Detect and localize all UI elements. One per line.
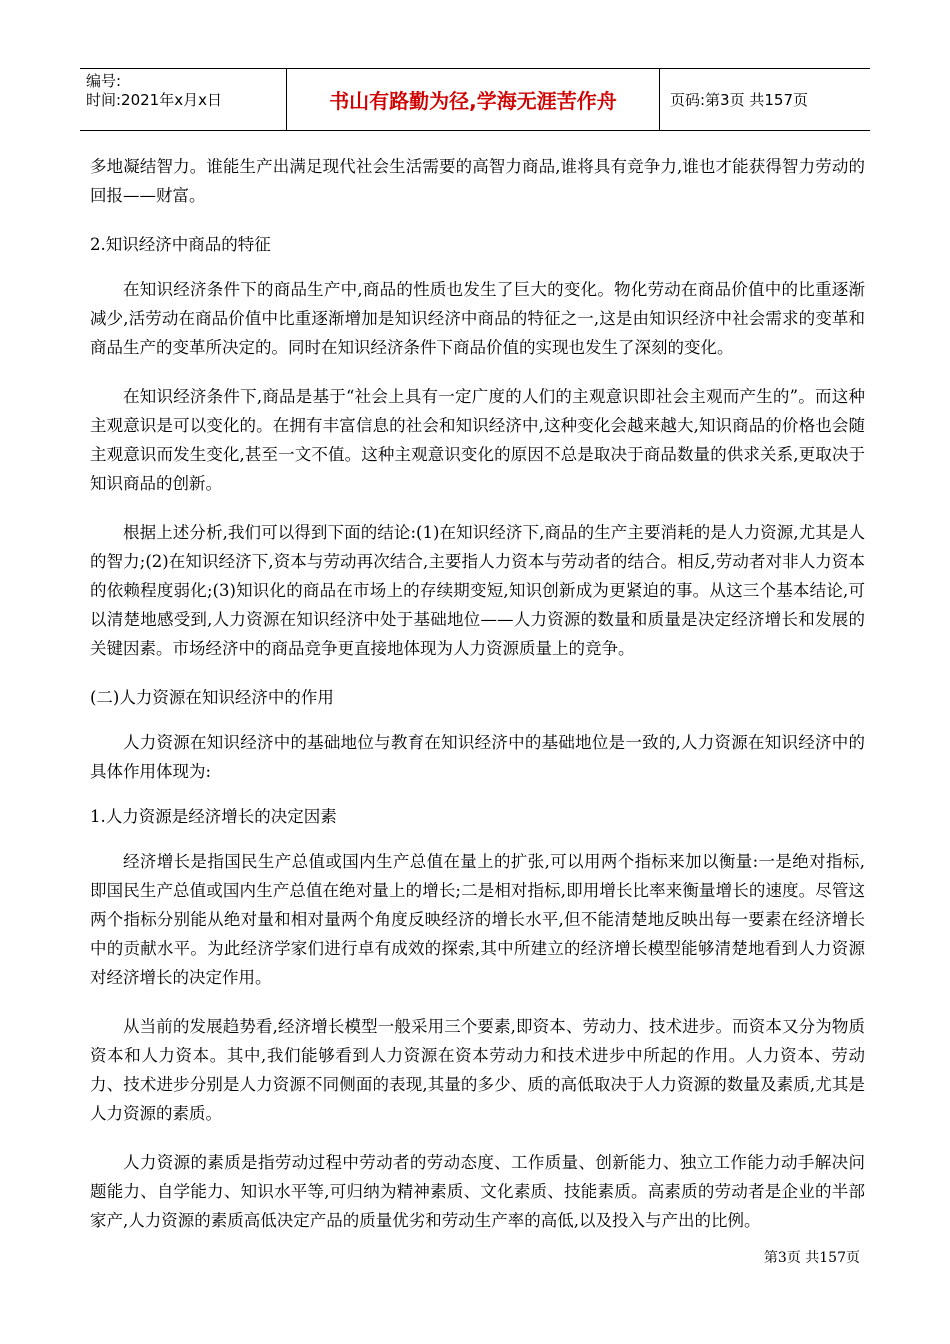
paragraph-8: 人力资源的素质是指劳动过程中劳动者的劳动态度、工作质量、创新能力、独立工作能力动手解决问题能力、自学能力、知识水平等,可归纳为精神素质、文化素质、技能素质。高素质的劳动者是企业的半部家产,人力资源的素质高低决定产品的质量优劣和劳动生产率的高低,以及投入与产出的比例。 <box>90 1153 865 1230</box>
paragraph-4: 根据上述分析,我们可以得到下面的结论:(1)在知识经济下,商品的生产主要消耗的是人力资源,尤其是人的智力;(2)在知识经济下,资本与劳动再次结合,主要指人力资本与劳动者的结合。相反,劳动者对非人力资本的依赖程度弱化;(3)知识化的商品在市场上的存续期变短,知识创新成为更紧迫的事。从这三个基本结论,可以清楚地感受到,人力资源在知识经济中处于基础地位——人力资源的数量和质量是决定经济增长和发展的关键因素。市场经济中的商品竞争更直接地体现为人力资源质量上的竞争。 <box>90 523 865 658</box>
section-heading-2: 2.知识经济中商品的特征 <box>90 235 271 254</box>
paragraph-6: 经济增长是指国民生产总值或国内生产总值在量上的扩张,可以用两个指标来加以衡量:一是绝对指标,即国民生产总值或国内生产总值在绝对量上的增长;二是相对指标,即用增长比率来衡量增长的速度。尽管这两个指标分别能从绝对量和相对量两个角度反映经济的增长水平,但不能清楚地反映出每一要素在经济增长中的贡献水平。为此经济学家们进行卓有成效的探索,其中所建立的经济增长模型能够清楚地看到人力资源对经济增长的决定作用。 <box>90 852 865 987</box>
header-motto: 书山有路勤为径,学海无涯苦作舟 <box>287 69 660 130</box>
header-meta <box>80 69 287 130</box>
paragraph-5: 人力资源在知识经济中的基础地位与教育在知识经济中的基础地位是一致的,人力资源在知识经济中的具体作用体现为: <box>90 733 865 781</box>
paragraph-2: 在知识经济条件下的商品生产中,商品的性质也发生了巨大的变化。物化劳动在商品价值中的比重逐渐减少,活劳动在商品价值中比重逐渐增加是知识经济中商品的特征之一,这是由知识经济中社会需求的变革和商品生产的变革所决定的。同时在知识经济条件下商品价值的实现也发生了深刻的变化。 <box>90 280 865 357</box>
doc-time-label: 时间:2021年x月x日 <box>86 91 222 109</box>
paragraph-3: 在知识经济条件下,商品是基于“社会上具有一定广度的人们的主观意识即社会主观而产生的”。而这种主观意识是可以变化的。在拥有丰富信息的社会和知识经济中,这种变化会越来越大,知识商品的价格也会随主观意识而发生变化,甚至一文不值。这种主观意识变化的原因不总是取决于商品数量的供求关系,更取决于知识商品的创新。 <box>90 387 865 493</box>
document-body <box>90 152 865 1235</box>
paragraph-7: 从当前的发展趋势看,经济增长模型一般采用三个要素,即资本、劳动力、技术进步。而资本又分为物质资本和人力资本。其中,我们能够看到人力资源在资本劳动力和技术进步中所起的作用。人力资本、劳动力、技术进步分别是人力资源不同侧面的表现,其量的多少、质的高低取决于人力资源的数量及素质,尤其是人力资源的素质。 <box>90 1017 865 1123</box>
page-footer: 第3页 共157页 <box>763 1250 860 1266</box>
section-heading-1: 1.人力资源是经济增长的决定因素 <box>90 807 337 826</box>
page-header <box>80 68 870 131</box>
header-page-number: 页码:第3页 共157页 <box>670 91 808 109</box>
section-heading-er: (二)人力资源在知识经济中的作用 <box>90 688 334 707</box>
doc-number-label: 编号: <box>86 72 122 90</box>
paragraph-1: 多地凝结智力。谁能生产出满足现代社会生活需要的高智力商品,谁将具有竞争力,谁也才能获得智力劳动的回报——财富。 <box>90 157 865 205</box>
